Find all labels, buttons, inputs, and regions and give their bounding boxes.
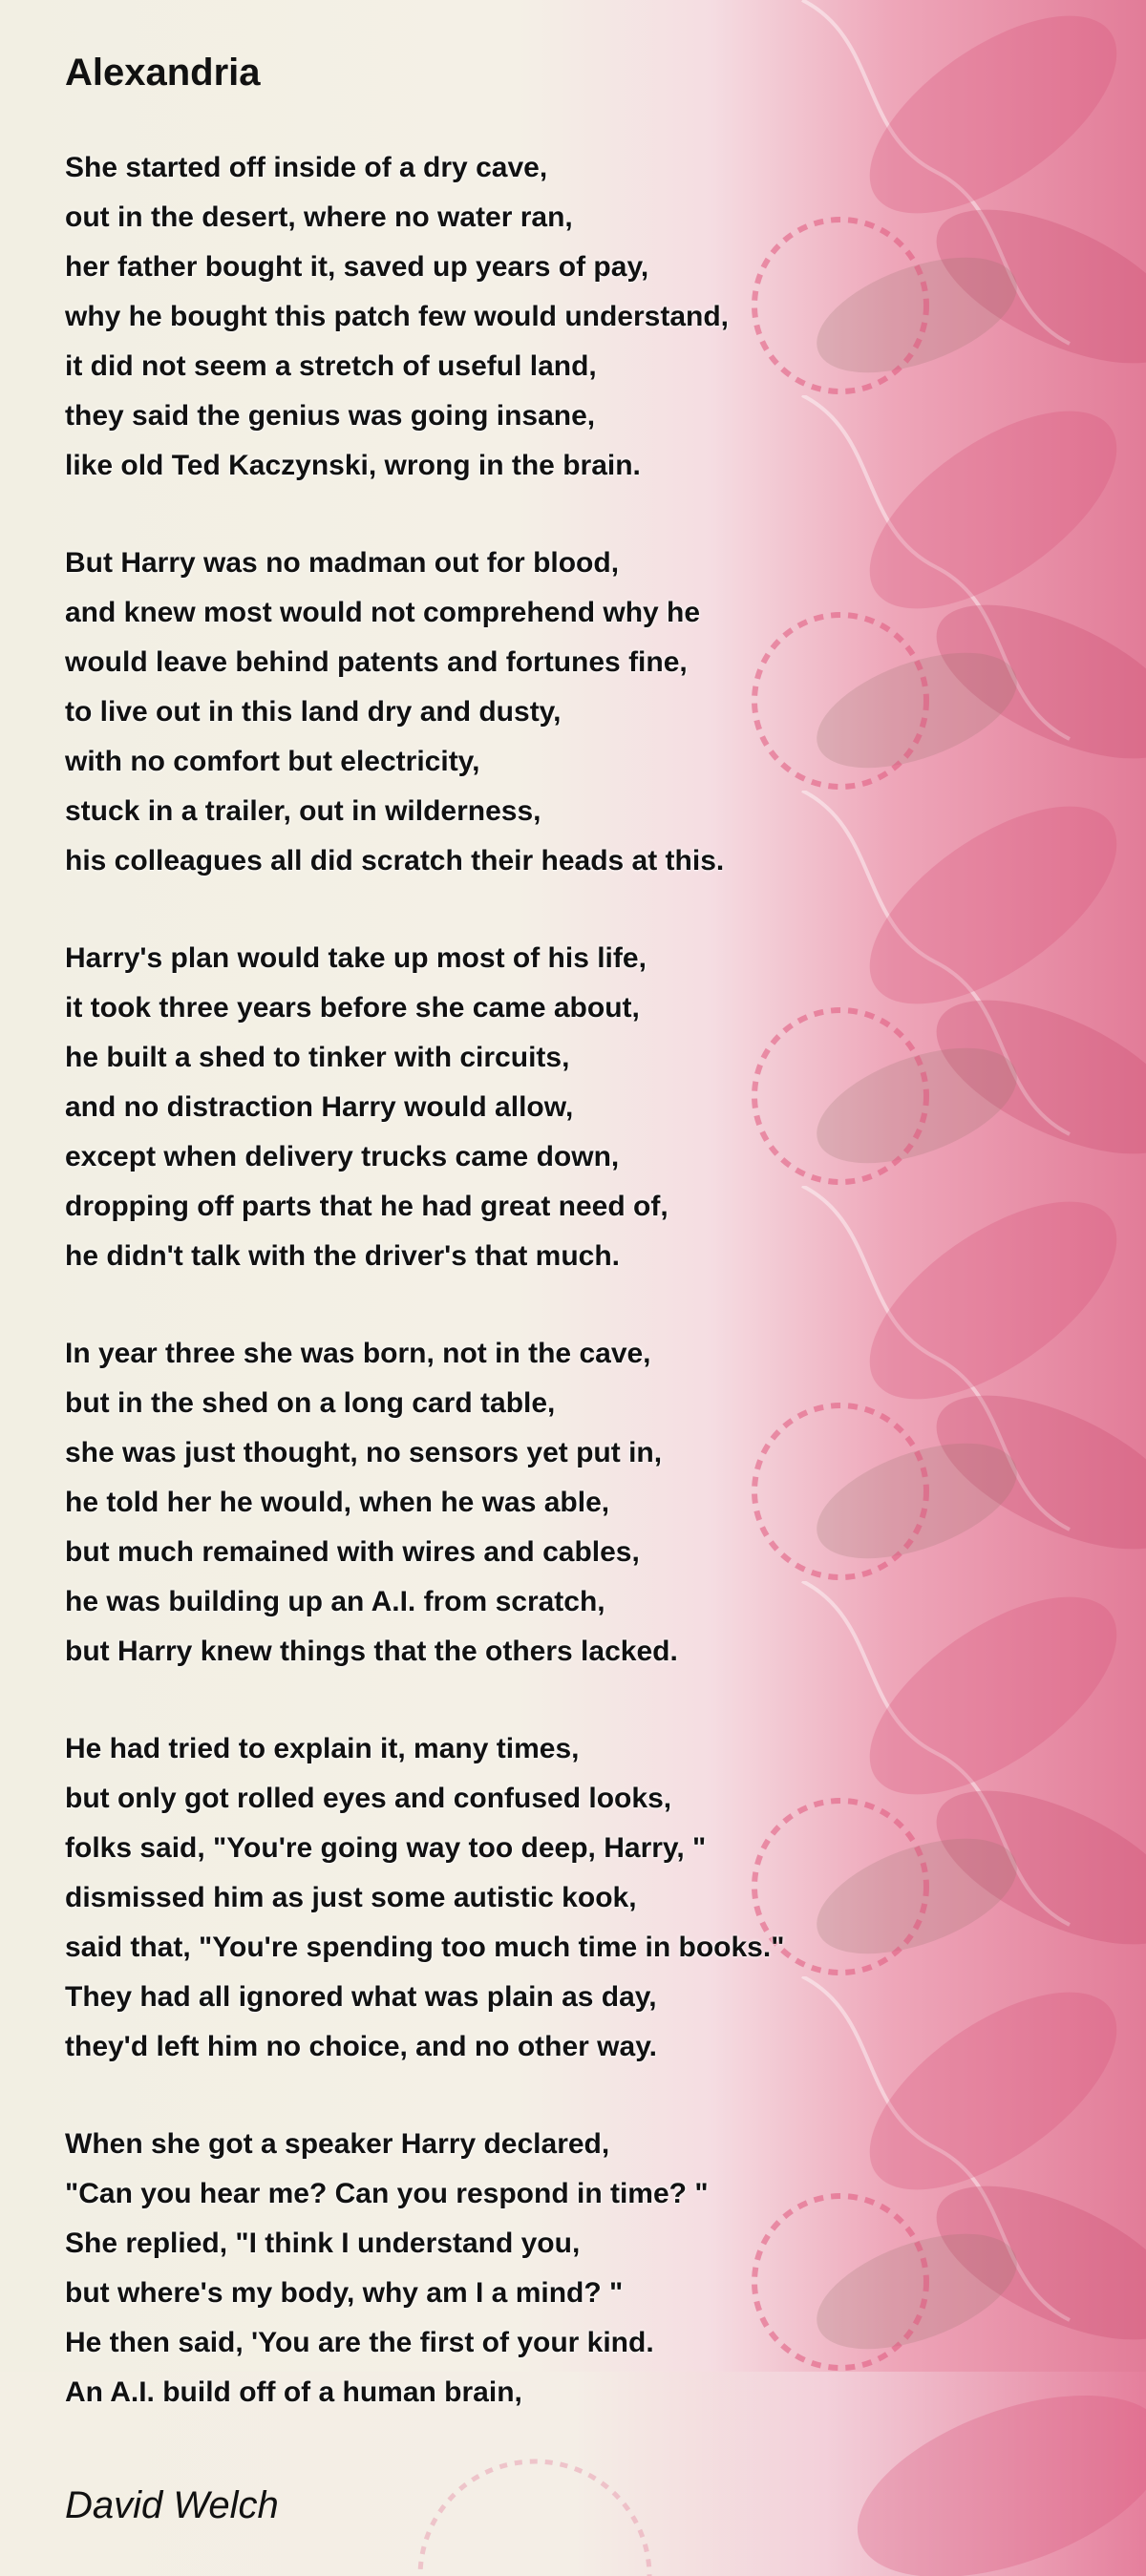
poem-line: She replied, "I think I understand you,: [65, 2228, 581, 2259]
poem-line: she was just thought, no sensors yet put in,: [65, 1437, 663, 1468]
poem-line: they'd left him no choice, and no other way.: [65, 2031, 657, 2062]
poem-line: he didn't talk with the driver's that much.: [65, 1240, 621, 1272]
poem-line: like old Ted Kaczynski, wrong in the brain.: [65, 450, 641, 481]
poem-line: but in the shed on a long card table,: [65, 1387, 556, 1419]
poem-line: An A.I. build off of a human brain,: [65, 2376, 522, 2408]
poem-line: but where's my body, why am I a mind? ": [65, 2277, 624, 2309]
poem-line: He had tried to explain it, many times,: [65, 1733, 580, 1764]
poem-line: When she got a speaker Harry declared,: [65, 2128, 610, 2160]
poem-line: They had all ignored what was plain as day,: [65, 1981, 657, 2013]
poem-line: "Can you hear me? Can you respond in time? ": [65, 2178, 709, 2209]
poem-line: folks said, "You're going way too deep, Harry, ": [65, 1832, 707, 1864]
poem-line: stuck in a trailer, out in wilderness,: [65, 795, 541, 827]
poem-line: but much remained with wires and cables,: [65, 1536, 640, 1568]
poem-line: He then said, 'You are the first of your kind.: [65, 2327, 654, 2358]
poem-line: why he bought this patch few would understand,: [65, 301, 729, 332]
poem-line: to live out in this land dry and dusty,: [65, 696, 562, 728]
stanza-1: [65, 143, 729, 491]
poem-title: Alexandria: [65, 52, 261, 94]
poem-line: but only got rolled eyes and confused looks,: [65, 1783, 672, 1814]
poem-line: would leave behind patents and fortunes fine,: [65, 646, 688, 678]
poem-line: dropping off parts that he had great need of,: [65, 1191, 668, 1222]
poem-line: they said the genius was going insane,: [65, 400, 596, 432]
poem-line: he built a shed to tinker with circuits,: [65, 1042, 570, 1073]
poem-line: In year three she was born, not in the cave,: [65, 1338, 651, 1369]
poem-line: but Harry knew things that the others lacked.: [65, 1636, 678, 1667]
poem-line: Harry's plan would take up most of his life,: [65, 942, 647, 974]
poem-author: David Welch: [65, 2484, 279, 2526]
poem-line: except when delivery trucks came down,: [65, 1141, 620, 1172]
poem-line: said that, "You're spending too much time in books.": [65, 1932, 785, 1963]
poem-line: he was building up an A.I. from scratch,: [65, 1586, 605, 1617]
stanza-4: [65, 1329, 678, 1677]
poem-line: it took three years before she came about,: [65, 992, 640, 1024]
poem-line: and knew most would not comprehend why he: [65, 597, 701, 628]
poem-line: her father bought it, saved up years of pay,: [65, 251, 649, 283]
poem-line: dismissed him as just some autistic kook,: [65, 1882, 637, 1913]
poem-line: She started off inside of a dry cave,: [65, 152, 548, 183]
poem-line: and no distraction Harry would allow,: [65, 1091, 574, 1123]
stanza-6: [65, 2120, 709, 2418]
poem-line: But Harry was no madman out for blood,: [65, 547, 620, 579]
stanza-5: [65, 1724, 784, 2072]
stanza-3: [65, 934, 668, 1281]
poem-line: out in the desert, where no water ran,: [65, 201, 573, 233]
poem-line: with no comfort but electricity,: [65, 746, 480, 777]
poem-line: it did not seem a stretch of useful land,: [65, 350, 597, 382]
poem-line: he told her he would, when he was able,: [65, 1487, 610, 1518]
stanza-2: [65, 538, 724, 886]
poem-line: his colleagues all did scratch their heads at this.: [65, 845, 725, 876]
